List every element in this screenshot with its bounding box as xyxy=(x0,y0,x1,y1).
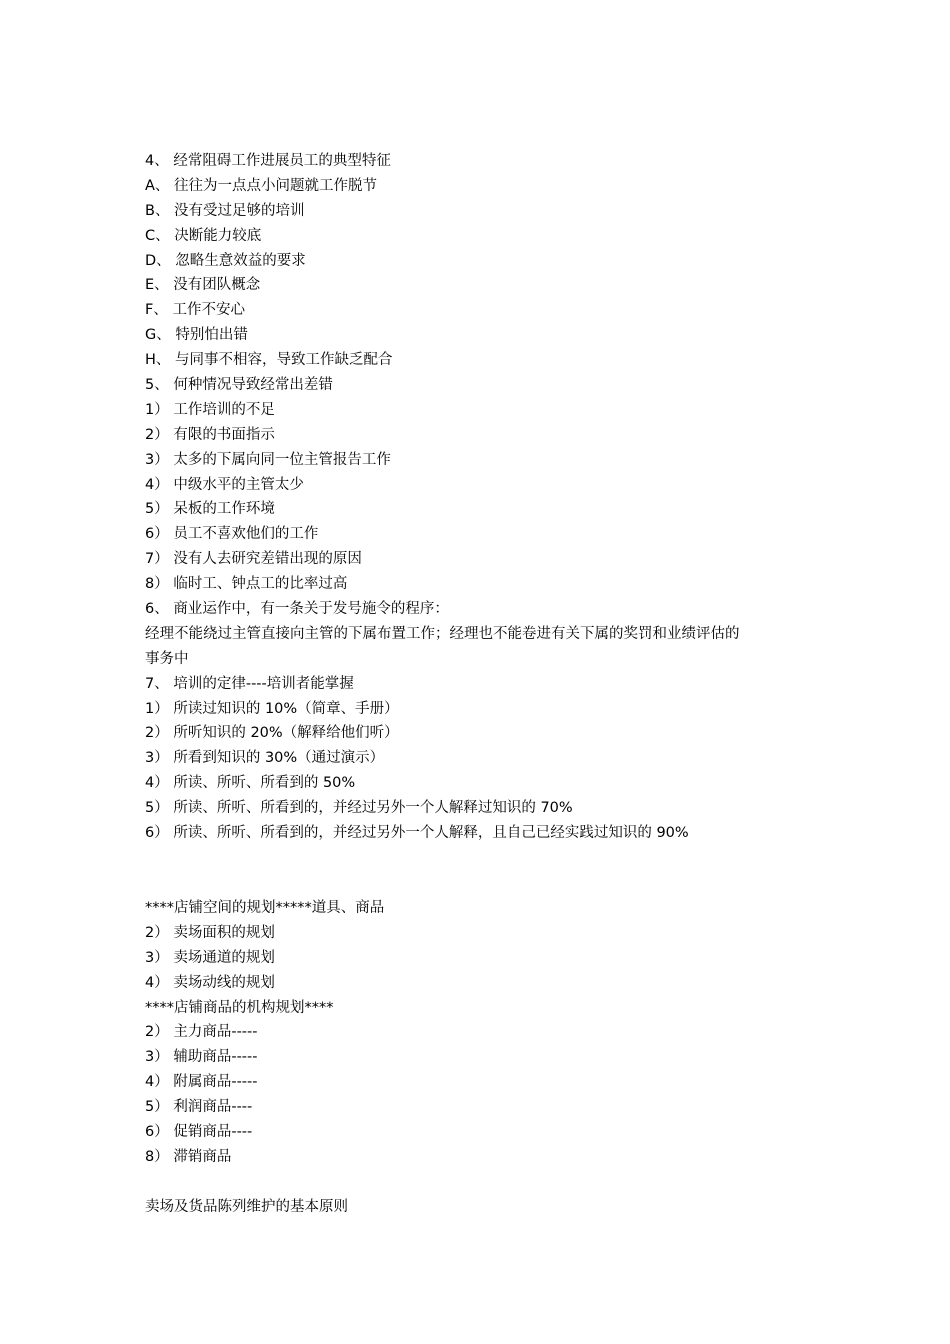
section-heading: ****店铺空间的规划*****道具、商品 xyxy=(145,899,385,916)
list-item: 4） 所读、所听、所看到的 50% xyxy=(145,775,356,792)
paragraph-line: 事务中 xyxy=(145,650,189,667)
list-item: 2） 有限的书面指示 xyxy=(145,426,275,443)
section-heading: 卖场及货品陈列维护的基本原则 xyxy=(145,1198,348,1215)
spacer xyxy=(145,846,825,896)
list-item: 3） 太多的下属向同一位主管报告工作 xyxy=(145,451,391,468)
paragraph-line: 经理不能绕过主管直接向主管的下属布置工作；经理也不能卷进有关下属的奖罚和业绩评估的 xyxy=(145,625,740,642)
list-item: 3） 卖场通道的规划 xyxy=(145,949,275,966)
list-item: 3） 所看到知识的 30%（通过演示） xyxy=(145,750,385,767)
list-item-h: H、 与同事不相容，导致工作缺乏配合 xyxy=(145,352,393,369)
list-item: 5） 利润商品---- xyxy=(145,1099,253,1116)
list-item: 4） 卖场动线的规划 xyxy=(145,974,275,991)
list-item: 3） 辅助商品----- xyxy=(145,1049,258,1066)
list-item: 5） 呆板的工作环境 xyxy=(145,501,275,518)
list-item: 2） 所听知识的 20%（解释给他们听） xyxy=(145,725,399,742)
list-item: 4） 附属商品----- xyxy=(145,1074,258,1091)
heading-6: 6、 商业运作中，有一条关于发号施令的程序： xyxy=(145,601,449,618)
list-item: 2） 主力商品----- xyxy=(145,1024,258,1041)
list-item: 8） 滞销商品 xyxy=(145,1148,232,1165)
list-item-c: C、 决断能力较底 xyxy=(145,227,262,244)
list-item: 4） 中级水平的主管太少 xyxy=(145,476,304,493)
document-body xyxy=(145,149,825,1220)
section-training-and-errors xyxy=(145,149,825,846)
list-item: 6） 所读、所听、所看到的，并经过另外一个人解释，且自己已经实践过知识的 90% xyxy=(145,825,689,842)
heading-4: 4、 经常阻碍工作进展员工的典型特征 xyxy=(145,153,391,169)
section-store-planning xyxy=(145,896,825,1170)
heading-7: 7、 培训的定律----培训者能掌握 xyxy=(145,675,354,692)
list-item-b: B、 没有受过足够的培训 xyxy=(145,202,305,219)
list-item: 5） 所读、所听、所看到的，并经过另外一个人解释过知识的 70% xyxy=(145,800,573,817)
section-heading: ****店铺商品的机构规划**** xyxy=(145,999,334,1016)
list-item: 8） 临时工、钟点工的比率过高 xyxy=(145,576,348,593)
list-item-f: F、 工作不安心 xyxy=(145,302,245,319)
list-item-g: G、 特别怕出错 xyxy=(145,327,248,344)
list-item: 6） 员工不喜欢他们的工作 xyxy=(145,526,319,543)
list-item: 1） 所读过知识的 10%（简章、手册） xyxy=(145,700,399,717)
list-item: 6） 促销商品---- xyxy=(145,1123,253,1140)
spacer xyxy=(145,1170,825,1195)
list-item-a: A、 往往为一点点小问题就工作脱节 xyxy=(145,177,378,194)
list-item: 1） 工作培训的不足 xyxy=(145,401,275,418)
heading-5: 5、 何种情况导致经常出差错 xyxy=(145,377,333,394)
list-item: 2） 卖场面积的规划 xyxy=(145,924,275,941)
list-item: 7） 没有人去研究差错出现的原因 xyxy=(145,551,362,568)
section-display-principles xyxy=(145,1195,825,1220)
list-item-e: E、 没有团队概念 xyxy=(145,277,261,294)
list-item-d: D、 忽略生意效益的要求 xyxy=(145,252,306,269)
